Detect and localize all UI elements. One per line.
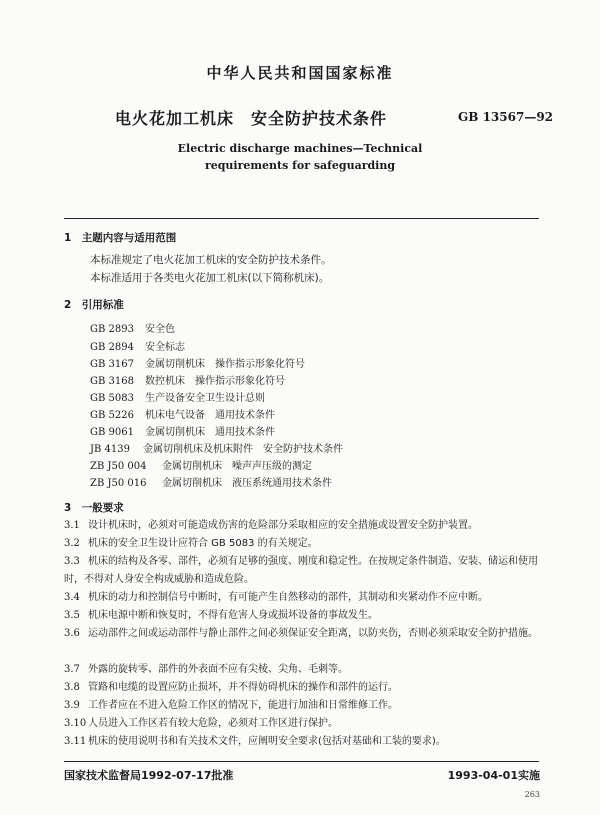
requirement-item	[64, 517, 539, 535]
title-en-line1: Electric discharge machines—Technical	[177, 142, 423, 155]
reference-code: GB 3167	[90, 359, 134, 370]
requirement-number: 3.3	[64, 556, 80, 567]
reference-code: GB 5226	[90, 410, 134, 421]
requirement-item	[64, 607, 539, 625]
requirement-item	[64, 733, 539, 751]
standard-type-header: 中华人民共和国国家标准	[206, 64, 394, 82]
requirement-item	[64, 553, 539, 589]
requirement-number: 3.1	[64, 520, 80, 531]
requirement-item	[64, 589, 539, 607]
requirement-number: 3.4	[64, 592, 80, 603]
implementation-date: 1993-04-01实施	[447, 769, 540, 782]
requirement-number: 3.5	[64, 610, 80, 621]
requirement-number: 3.6	[64, 628, 80, 639]
reference-item	[90, 406, 275, 421]
requirement-text: 设计机床时，必须对可能造成伤害的危险部分采取相应的安全措施或设置安全防护装置。	[88, 520, 478, 531]
reference-title: 金属切削机床 通用技术条件	[145, 427, 275, 438]
section1-para1: 本标准规定了电火花加工机床的安全防护技术条件。	[90, 254, 332, 266]
standard-number: GB 13567—92	[458, 110, 554, 124]
requirement-number: 3.2	[64, 538, 80, 549]
requirement-item	[64, 661, 539, 679]
reference-item	[90, 474, 332, 489]
approval-date: 国家技术监督局1992-07-17批准	[64, 769, 234, 782]
reference-title: 安全色	[145, 324, 175, 335]
reference-title: 安全标志	[145, 342, 185, 353]
reference-item	[90, 389, 265, 404]
requirement-text: 人员进入工作区若有较大危险，必须对工作区进行保护。	[88, 718, 338, 729]
reference-code: ZB J50 004	[90, 461, 147, 472]
requirement-item	[64, 625, 539, 643]
requirement-item	[64, 715, 539, 733]
requirement-text: 管路和电缆的设置应防止损坏，并不得妨碍机床的操作和部件的运行。	[88, 682, 398, 693]
reference-item	[90, 372, 285, 387]
reference-title: 生产设备安全卫生设计总则	[145, 393, 265, 404]
requirement-number: 3.7	[64, 664, 80, 675]
reference-item	[90, 338, 185, 353]
reference-code: JB 4139	[90, 444, 130, 455]
reference-title: 金属切削机床 液压系统通用技术条件	[162, 478, 332, 489]
reference-code: GB 3168	[90, 376, 134, 387]
title-en-line2: requirements for safeguarding	[204, 159, 396, 172]
section1-para2: 本标准适用于各类电火花加工机床(以下简称机床)。	[90, 272, 330, 284]
requirement-number: 3.10	[64, 718, 87, 729]
reference-code: GB 5083	[90, 393, 134, 404]
top-divider	[64, 218, 539, 219]
requirement-text: 工作者应在不进入危险工作区的情况下，能进行加油和日常维修工作。	[88, 700, 398, 711]
reference-title: 金属切削机床 操作指示形象化符号	[145, 359, 305, 370]
requirement-item	[64, 535, 539, 553]
reference-code: GB 9061	[90, 427, 134, 438]
reference-code: GB 2894	[90, 342, 134, 353]
requirement-text: 外露的旋转零、部件的外表面不应有尖棱、尖角、毛刺等。	[88, 664, 348, 675]
requirement-number: 3.9	[64, 700, 80, 711]
reference-item	[90, 440, 343, 455]
reference-item	[90, 457, 312, 472]
footer-divider	[64, 761, 539, 762]
reference-code: GB 2893	[90, 324, 134, 335]
requirement-item	[64, 679, 539, 697]
reference-title: 机床电气设备 通用技术条件	[145, 410, 275, 421]
requirement-item	[64, 697, 539, 715]
requirement-text: 机床电源中断和恢复时，不得有危害人身或损坏设备的事故发生。	[88, 610, 378, 621]
document-title-cn: 电火花加工机床 安全防护技术条件	[115, 109, 388, 128]
requirement-text: 运动部件之间或运动部件与静止部件之间必须保证安全距离，以防夹伤，否则必须采取安全防护措施。	[88, 628, 538, 639]
section3-heading: 3 一般要求	[64, 502, 124, 514]
reference-title: 数控机床 操作指示形象化符号	[145, 376, 285, 387]
reference-code: ZB J50 016	[90, 478, 147, 489]
reference-item	[90, 355, 305, 370]
requirement-text: 机床的结构及各零、部件，必须有足够的强度、刚度和稳定性。在按规定条件制造、安装、储运和使用时，不得对人身安全构成威胁和造成危险。	[64, 556, 538, 585]
document-title-en	[0, 140, 600, 174]
requirement-text: 机床的安全卫生设计应符合 GB 5083 的有关规定。	[88, 538, 318, 549]
page-number: 263	[524, 790, 540, 799]
section2-heading: 2 引用标准	[64, 299, 124, 311]
reference-item	[90, 320, 175, 335]
section1-heading: 1 主题内容与适用范围	[64, 232, 177, 244]
reference-item	[90, 423, 275, 438]
requirement-number: 3.11	[64, 736, 87, 747]
requirement-text: 机床的使用说明书和有关技术文件，应阐明安全要求(包括对基础和工装的要求)。	[88, 736, 446, 747]
requirement-text: 机床的动力和控制信号中断时，有可能产生自然移动的部件，其制动和夹紧动作不应中断。	[88, 592, 488, 603]
reference-title: 金属切削机床及机床附件 安全防护技术条件	[143, 444, 343, 455]
requirement-number: 3.8	[64, 682, 80, 693]
reference-title: 金属切削机床 噪声声压级的测定	[162, 461, 312, 472]
